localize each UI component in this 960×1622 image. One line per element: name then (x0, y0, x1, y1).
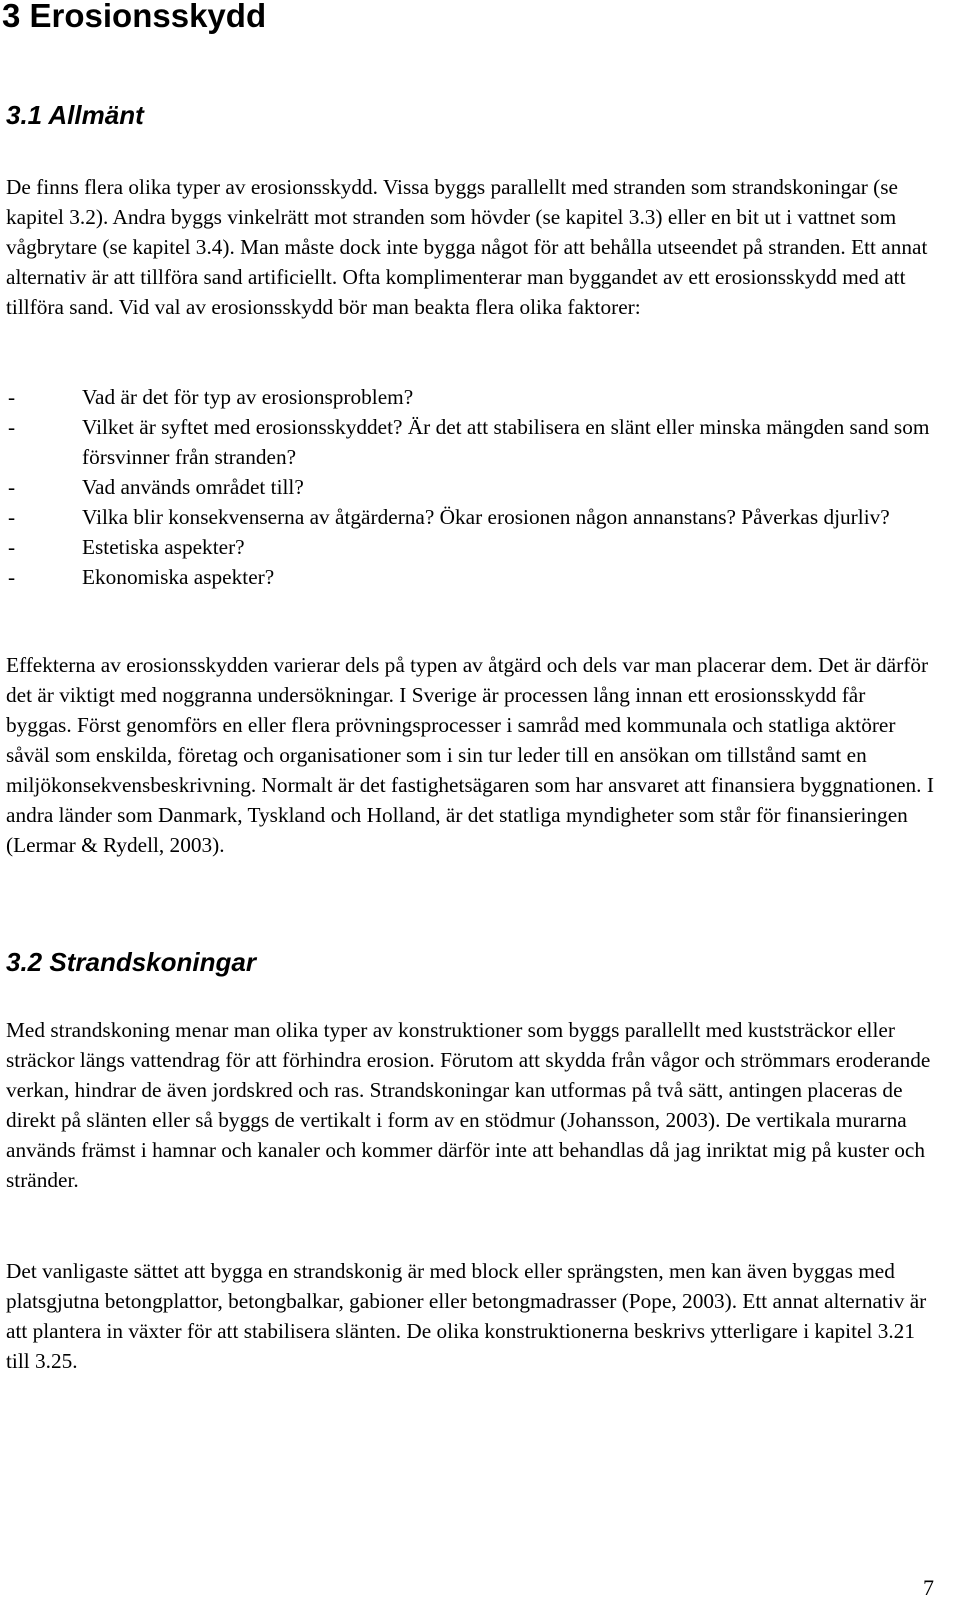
list-item: - Vad är det för typ av erosionsproblem? (8, 385, 414, 409)
chapter-heading: 3 Erosionsskydd (2, 0, 267, 34)
list-item: - Vad används området till? (8, 475, 304, 499)
factor-list (6, 382, 936, 592)
effects-paragraph: Effekterna av erosionsskydden varierar dels på typen av åtgärd och dels var man placerar dem. Det är därför det är viktigt med noggranna undersökningar. I Sverige är processen lång innan ett erosionsskydd får byggas. Först genomförs en eller flera prövningsprocesser i samråd med kommunala och statliga aktörer såväl som enskilda, företag och organisationer som i sin tur leder till en ansökan om tillstånd samt en miljökonsekvensbeskrivning. Normalt är det fastighetsägaren som har ansvaret att finansiera byggnationen. I andra länder som Danmark, Tyskland och Holland, är det statliga myndigheter som står för finansieringen (Lermar & Rydell, 2003). (6, 653, 934, 857)
section-heading-allmant: 3.1 Allmänt (6, 100, 144, 130)
page-number: 7 (923, 1575, 934, 1600)
list-item: - Ekonomiska aspekter? (8, 565, 275, 589)
list-item: - Vilket är syftet med erosionsskyddet? Är det att stabilisera en slänt eller minska mängden sand som försvinner från stranden? (8, 415, 930, 469)
list-item: - Estetiska aspekter? (8, 535, 245, 559)
strandskoning-paragraph-2: Det vanligaste sättet att bygga en strandskonig är med block eller sprängsten, men kan även byggas med platsgjutna betongplattor, betongbalkar, gabioner eller betongmadrasser (Pope, 2003). Ett annat alternativ är att plantera in växter för att stabilisera slänten. De olika konstruktionerna beskrivs ytterligare i kapitel 3.21 till 3.25. (6, 1259, 927, 1373)
intro-paragraph: De finns flera olika typer av erosionsskydd. Vissa byggs parallellt med stranden som strandskoningar (se kapitel 3.2). Andra byggs vinkelrätt mot stranden som hövder (se kapitel 3.3) eller en bit ut i vattnet som vågbrytare (se kapitel 3.4). Man måste dock inte bygga något för att behålla utseendet på stranden. Ett annat alternativ är att tillföra sand artificiellt. Ofta komplimenterar man byggandet av ett erosionsskydd med att tillföra sand. Vid val av erosionsskydd bör man beakta flera olika faktorer: (6, 175, 928, 319)
strandskoning-paragraph-1: Med strandskoning menar man olika typer av konstruktioner som byggs parallellt med kuststräckor eller sträckor längs vattendrag för att förhindra erosion. Förutom att skydda från vågor och strömmars eroderande verkan, hindrar de även jordskred och ras. Strandskoningar kan utformas på två sätt, antingen placeras de direkt på slänten eller så byggs de vertikalt i form av en stödmur (Johansson, 2003). De vertikala murarna används främst i hamnar och kanaler och kommer därför inte att behandlas då jag inriktat mig på kuster och stränder. (6, 1018, 931, 1192)
section-heading-strandskoningar: 3.2 Strandskoningar (6, 947, 256, 977)
list-item: - Vilka blir konsekvenserna av åtgärderna? Ökar erosionen någon annanstans? Påverkas djurliv? (8, 505, 890, 529)
